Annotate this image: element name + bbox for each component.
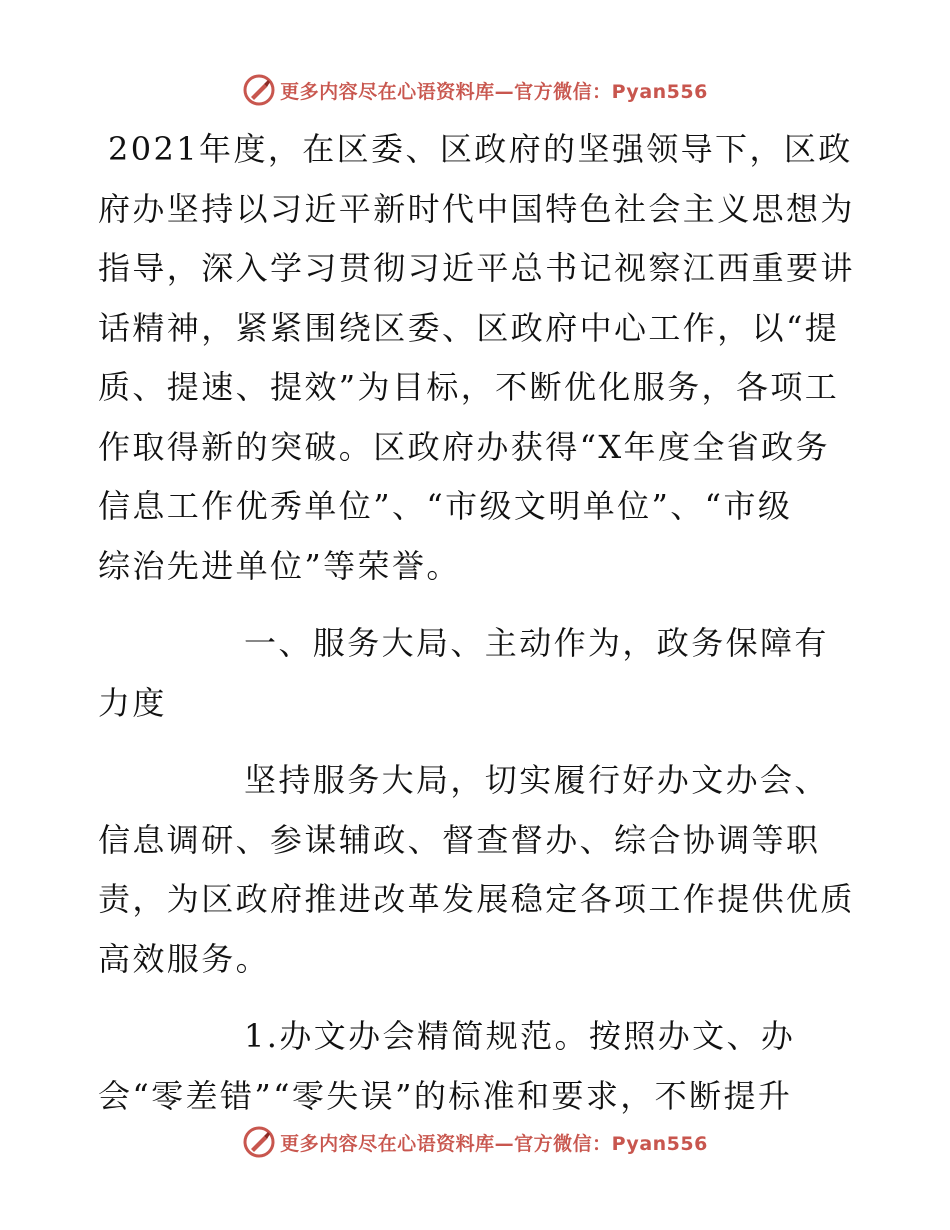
text-line: 一、服务大局、主动作为，政务保障有 xyxy=(244,624,829,662)
text-line: 府办坚持以习近平新时代中国特色社会主义思想为 xyxy=(98,189,855,228)
text-line: 会“零差错”“零失误”的标准和要求，不断提升 xyxy=(98,1076,793,1115)
text-line: 2021年度，在区委、区政府的坚强领导下，区政 xyxy=(108,130,853,168)
text-line: 综治先进单位”等荣誉。 xyxy=(98,546,461,585)
document-body xyxy=(98,120,858,1126)
text-line: 话精神，紧紧围绕区委、区政府中心工作，以“提 xyxy=(98,308,840,347)
paragraph-subitem-1 xyxy=(98,1007,858,1126)
text-line: 高效服务。 xyxy=(98,939,271,978)
brand-logo-icon xyxy=(242,73,276,107)
watermark-banner-top xyxy=(0,70,950,110)
watermark-banner-bottom xyxy=(0,1122,950,1162)
watermark-text: 更多内容尽在心语资料库—官方微信：Pyan556 xyxy=(280,80,708,103)
text-line: 力度 xyxy=(98,683,167,722)
text-line: 信息工作优秀单位”、“市级文明单位”、“市级 xyxy=(98,487,793,525)
text-line: 1.办文办会精简规范。按照办文、办 xyxy=(244,1017,796,1055)
section-heading xyxy=(98,614,858,733)
text-line: 质、提速、提效”为目标，不断优化服务，各项工 xyxy=(98,368,840,406)
text-line: 责，为区政府推进改革发展稳定各项工作提供优质 xyxy=(98,880,855,918)
text-line: 坚持服务大局，切实履行好办文办会、 xyxy=(244,761,829,799)
text-line: 信息调研、参谋辅政、督查督办、综合协调等职 xyxy=(98,820,821,859)
text-line: 作取得新的突破。区政府办获得“X年度全省政务 xyxy=(98,427,830,466)
paragraph-service xyxy=(98,751,858,989)
brand-logo-icon xyxy=(242,1125,276,1159)
text-line: 指导，深入学习贯彻习近平总书记视察江西重要讲 xyxy=(98,249,855,287)
paragraph-intro xyxy=(98,120,858,596)
watermark-text: 更多内容尽在心语资料库—官方微信：Pyan556 xyxy=(280,1132,708,1155)
